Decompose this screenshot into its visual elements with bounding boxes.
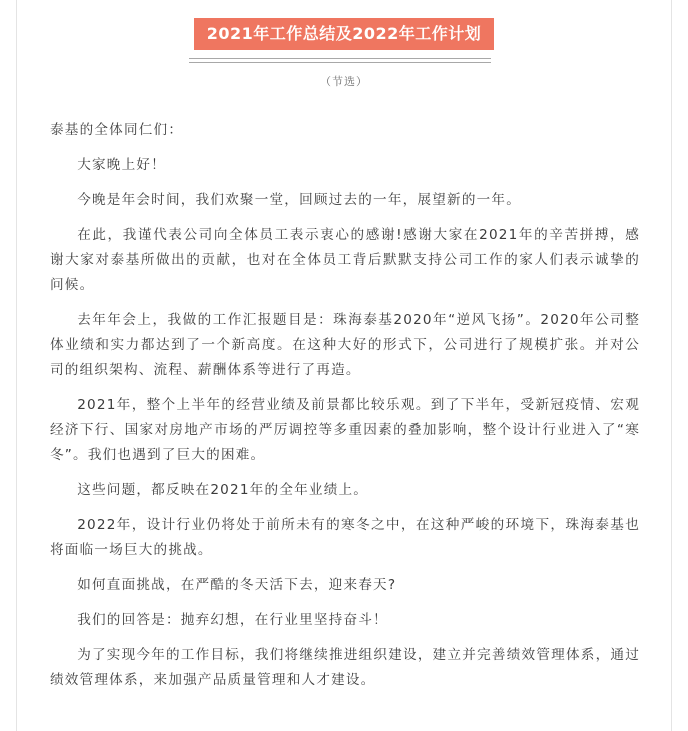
paragraph: 如何直面挑战，在严酷的冬天活下去，迎来春天? [77, 577, 397, 593]
paragraph: 这些问题，都反映在2021年的全年业绩上。 [77, 482, 369, 498]
paragraph: 2022年，设计行业仍将处于前所未有的寒冬之中，在这种严峻的环境下，珠海泰基也将面临一场巨大的挑战。 [50, 517, 640, 558]
title-divider-bottom [189, 62, 491, 63]
title-area [17, 18, 671, 50]
paragraph: 今晚是年会时间，我们欢聚一堂，回顾过去的一年，展望新的一年。 [77, 192, 521, 208]
salutation: 泰基的全体同仁们： [50, 122, 184, 138]
article-page [16, 0, 672, 731]
title-divider-top [189, 58, 491, 59]
paragraph: 去年年会上，我做的工作汇报题目是：珠海泰基2020年“逆风飞扬”。2020年公司整体业绩和实力都达到了一个新高度。在这种大好的形式下，公司进行了规模扩张。并对公司的组织架构、流程、薪酬体系等进行了再造。 [50, 312, 640, 378]
article-title: 2021年工作总结及2022年工作计划 [194, 18, 495, 50]
article-subtitle: （节选） [320, 75, 368, 88]
paragraph: 为了实现今年的工作目标，我们将继续推进组织建设，建立并完善绩效管理体系，通过绩效管理体系，来加强产品质量管理和人才建设。 [50, 647, 640, 688]
paragraph: 大家晚上好！ [77, 157, 166, 173]
paragraph: 在此，我谨代表公司向全体员工表示衷心的感谢!感谢大家在2021年的辛苦拼搏，感谢大家对泰基所做出的贡献，也对在全体员工背后默默支持公司工作的家人们表示诚挚的问候。 [50, 227, 640, 293]
paragraph: 我们的回答是：抛弃幻想，在行业里坚持奋斗！ [77, 612, 388, 628]
paragraph: 2021年，整个上半年的经营业绩及前景都比较乐观。到了下半年，受新冠疫情、宏观经济下行、国家对房地产市场的严厉调控等多重因素的叠加影响，整个设计行业进入了“寒冬”。我们也遇到了巨大的困难。 [50, 397, 640, 463]
article-body [50, 118, 640, 703]
